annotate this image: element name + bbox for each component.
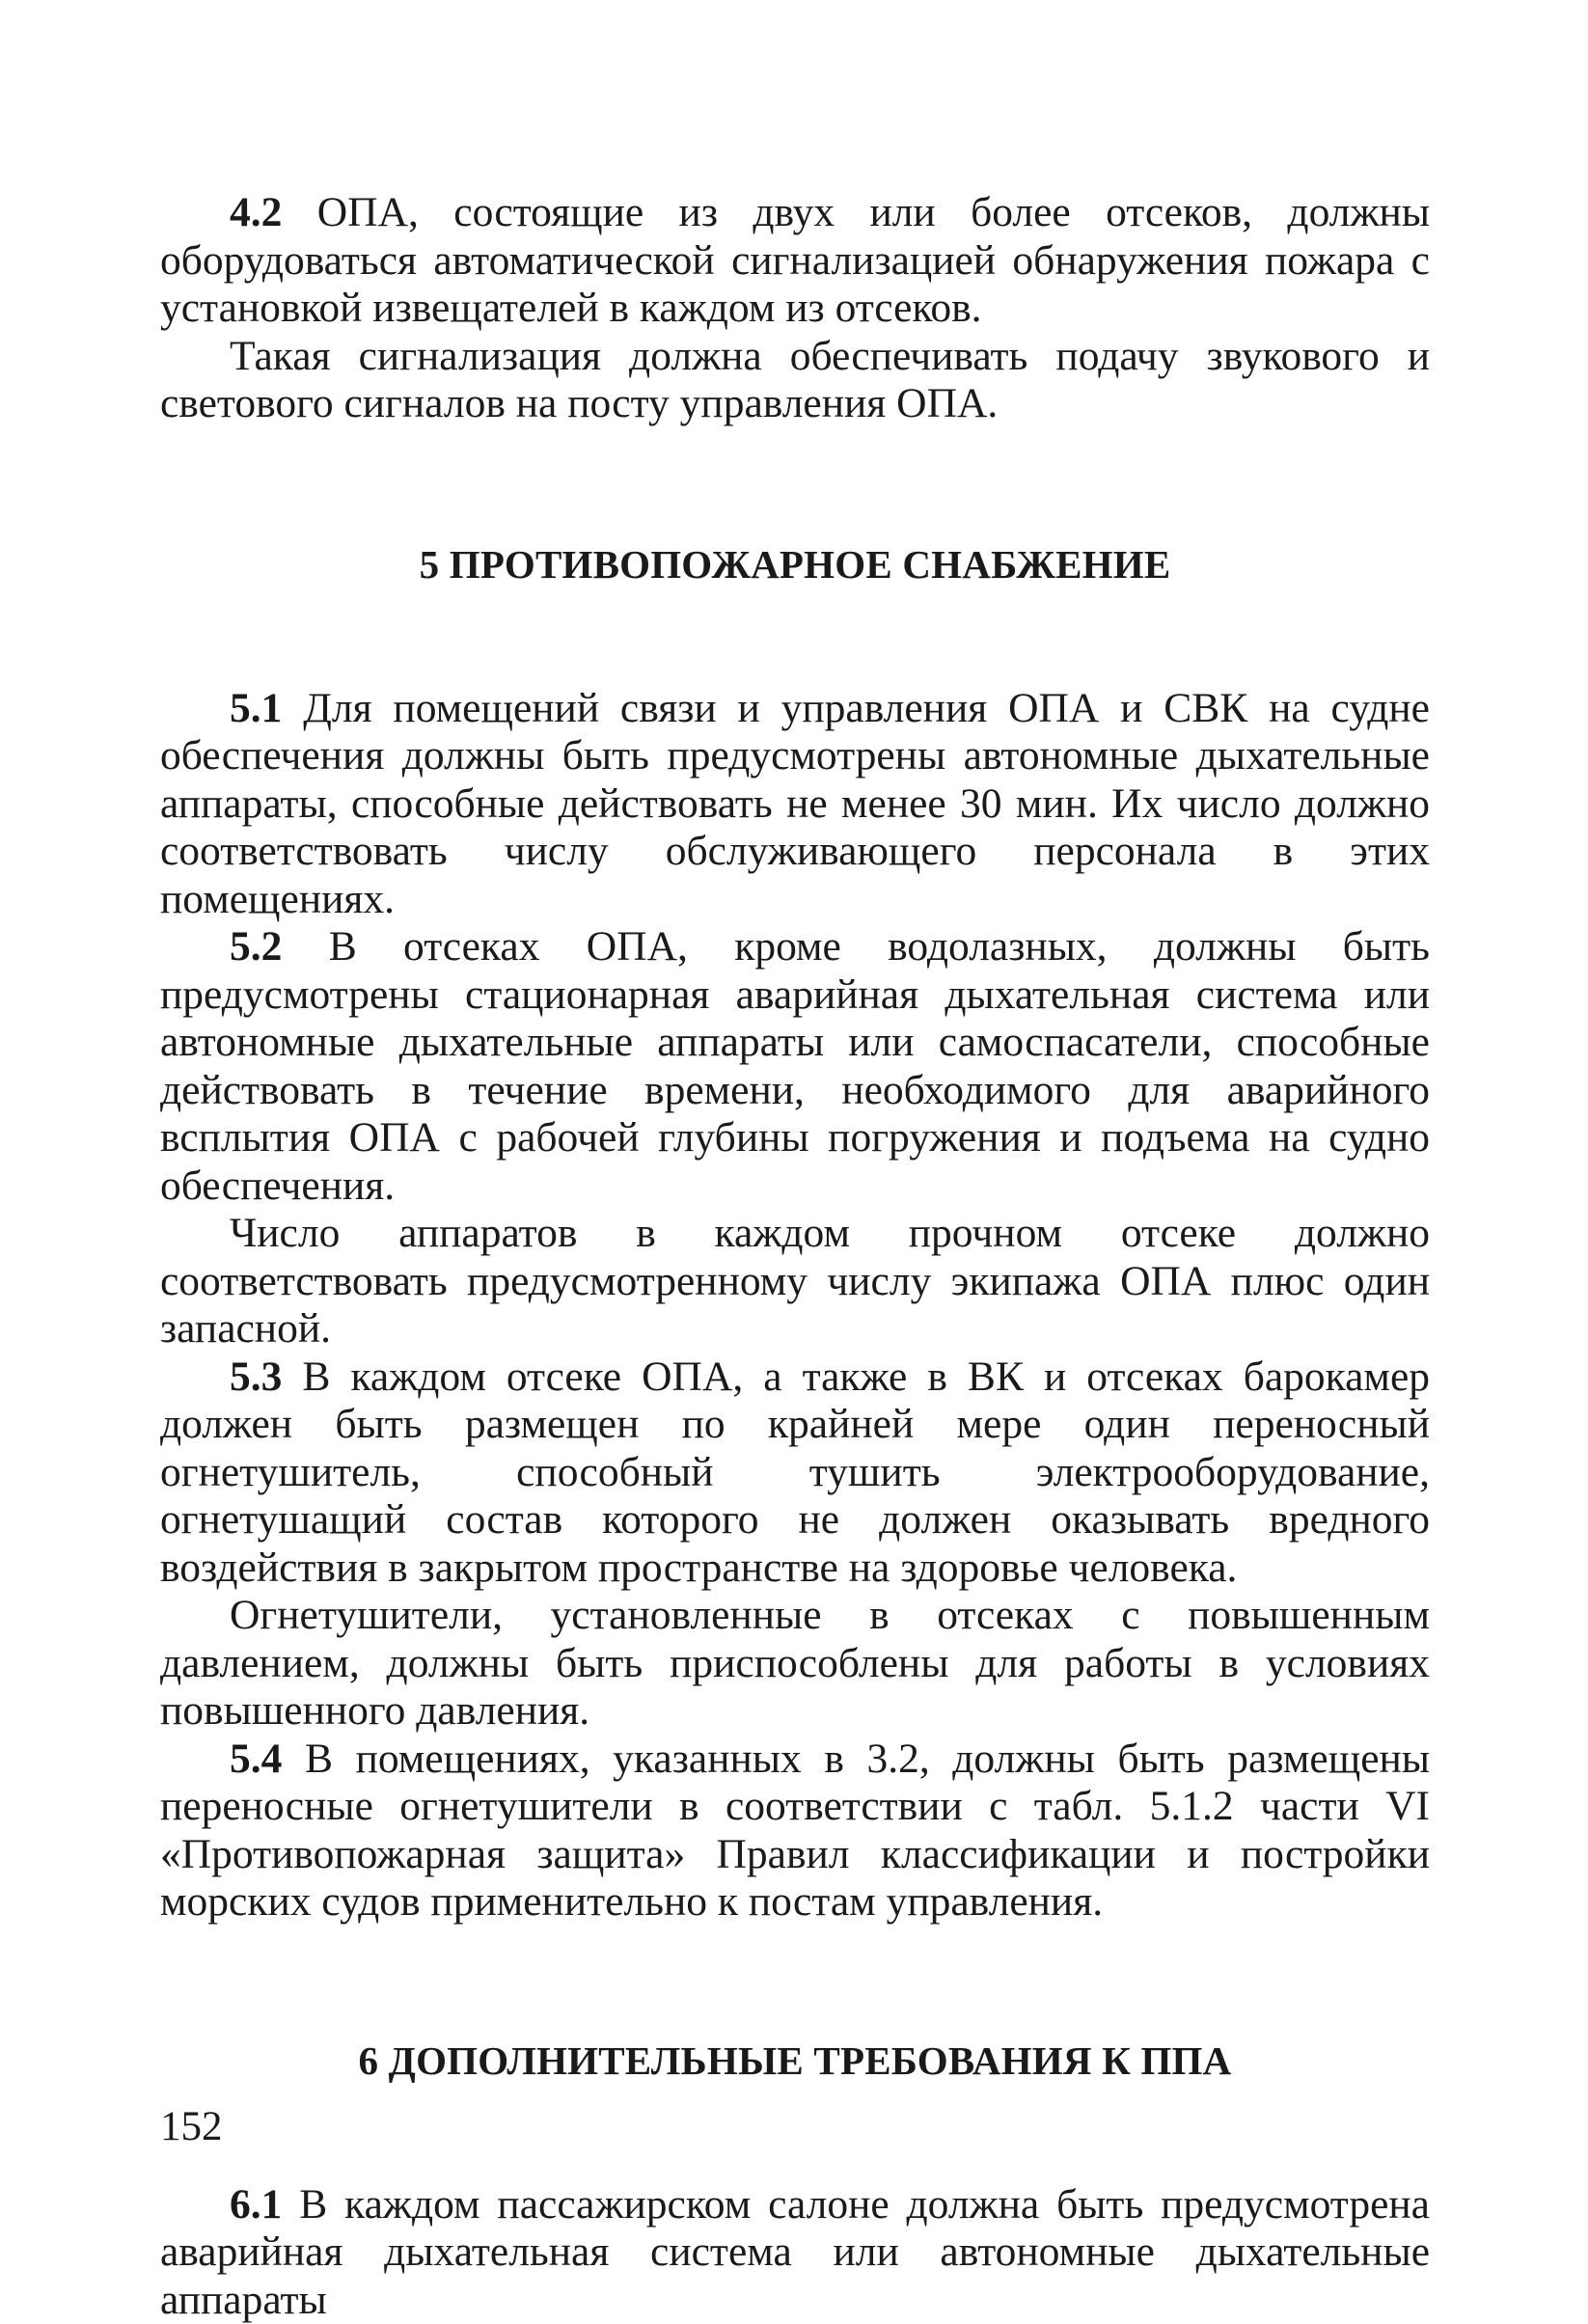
paragraph-5-3 — [160, 1353, 1430, 1593]
paragraph-text: ОПА, состоящие из двух или более отсеков, должны оборудоваться автоматической сигнализацией обнаружения пожара с установкой извещателей в каждом из отсеков. — [160, 189, 1430, 331]
paragraph-text: В помещениях, указанных в 3.2, должны быть размещены переносные огнетушители в соответствии с табл. 5.1.2 части VI «Противопожарная защита» Правил классификации и постройки морских судов применительно к постам управления. — [160, 1736, 1430, 1926]
clause-number: 4.2 — [230, 189, 282, 235]
page-number: 152 — [160, 2103, 223, 2151]
paragraph-5-4 — [160, 1736, 1430, 1927]
clause-number: 5.1 — [230, 685, 282, 731]
paragraph-5-1 — [160, 685, 1430, 924]
clause-number: 5.3 — [230, 1353, 282, 1400]
clause-number: 6.1 — [230, 2181, 282, 2228]
paragraph-text: Для помещений связи и управления ОПА и СВК на судне обеспечения должны быть предусмотрены автономные дыхательные аппараты, способные действовать не менее 30 мин. Их число должно соответствовать числу обслуживающего персонала в этих помещениях. — [160, 685, 1430, 922]
page-body — [160, 189, 1430, 2324]
clause-number: 5.4 — [230, 1736, 282, 1782]
paragraph-5-2-continuation: Число аппаратов в каждом прочном отсеке должно соответствовать предусмотренному числу экипажа ОПА плюс один запасной. — [160, 1210, 1430, 1353]
paragraph-text: В каждом отсеке ОПА, а также в ВК и отсеках барокамер должен быть размещен по крайней мере один переносный огнетушитель, способный тушить электрооборудование, огнетушащий состав которого не должен оказывать вредного воздействия в закрытом пространстве на здоровье человека. — [160, 1353, 1430, 1591]
paragraph-text: В отсеках ОПА, кроме водолазных, должны быть предусмотрены стационарная аварийная дыхательная система или автономные дыхательные аппараты или самоспасатели, способные действовать в течение времени, необходимого для аварийного всплытия ОПА с рабочей глубины погружения и подъема на судно обеспечения. — [160, 923, 1430, 1209]
paragraph-5-3-continuation: Огнетушители, установленные в отсеках с повышенным давлением, должны быть приспособлены для работы в условиях повышенного давления. — [160, 1592, 1430, 1736]
clause-number: 5.2 — [230, 923, 282, 970]
paragraph-5-2 — [160, 923, 1430, 1210]
paragraph-6-1 — [160, 2181, 1430, 2324]
section-heading-5: 5 ПРОТИВОПОЖАРНОЕ СНАБЖЕНИЕ — [160, 540, 1430, 588]
paragraph-4-2 — [160, 189, 1430, 333]
paragraph-4-2-continuation: Такая сигнализация должна обеспечивать подачу звукового и светового сигналов на посту управления ОПА. — [160, 333, 1430, 428]
section-heading-6: 6 ДОПОЛНИТЕЛЬНЫЕ ТРЕБОВАНИЯ К ППА — [160, 2037, 1430, 2085]
paragraph-text: В каждом пассажирском салоне должна быть предусмотрена аварийная дыхательная система или автономные дыхательные аппараты — [160, 2181, 1430, 2323]
